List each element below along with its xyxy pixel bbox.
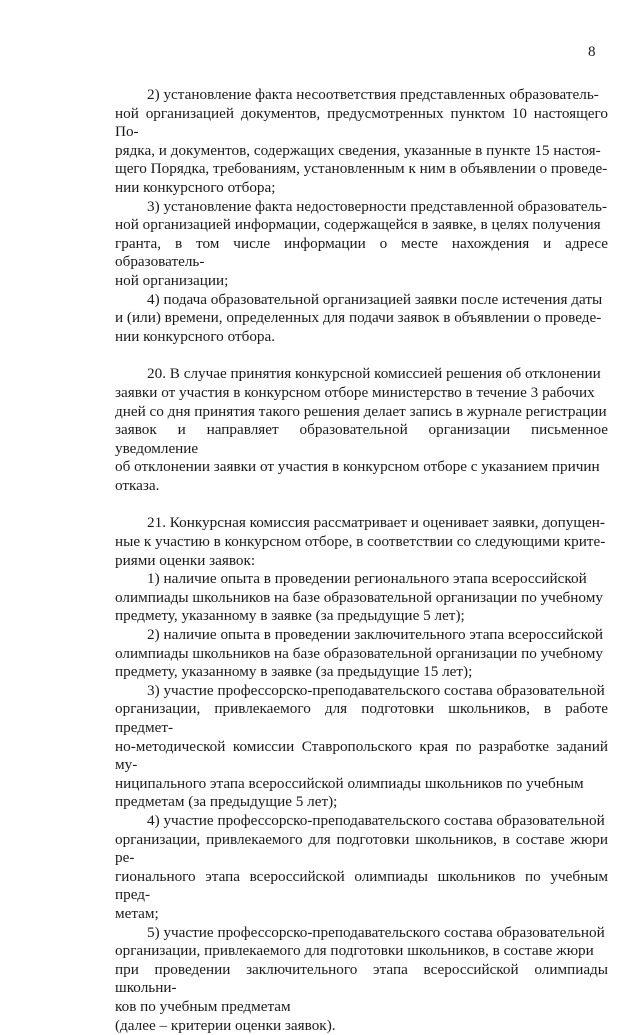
item-2-paragraph: 2) установление факта несоответствия представленных образователь- ной организацией документов, предусмотренных пунктом 10 настоящего По- рядка, и документов, содержащих сведения, указанные в пункте 15 настоя- щего Порядка, требованиям, установленным к ним в объявлении о проведе- нии конкурсного отбора; [115, 86, 608, 198]
paragraph-spacer [115, 346, 608, 365]
paragraph-spacer [115, 495, 608, 514]
closing-line: (далее – критерии оценки заявок). [115, 1017, 608, 1035]
item-4-paragraph: 4) подача образовательной организацией заявки после истечения даты и (или) времени, определенных для подачи заявок в объявлении о проведе- нии конкурсного отбора. [115, 291, 608, 347]
criterion-1-paragraph: 1) наличие опыта в проведении регионального этапа всероссийской олимпиады школьников на базе образовательной организации по учебному предмету, указанному в заявке (за предыдущие 5 лет); [115, 570, 608, 626]
criterion-4-paragraph: 4) участие профессорско-преподавательского состава образовательной организации, привлекаемого для подготовки школьников, в составе жюри ре- гионального этапа всероссийской олимпиады школьников по учебным пред- метам; [115, 812, 608, 924]
page-number: 8 [588, 44, 596, 61]
criterion-5-paragraph: 5) участие профессорско-преподавательского состава образовательной организации, привлекаемого для подготовки школьников, в составе жюри при проведении заключительного этапа всероссийской олимпиады школьни- ков по учебным предметам [115, 924, 608, 1017]
section-21-paragraph: 21. Конкурсная комиссия рассматривает и оценивает заявки, допущен- ные к участию в конкурсном отборе, в соответствии со следующими крите- риями оценки заявок: [115, 514, 608, 570]
item-3-paragraph: 3) установление факта недостоверности представленной образователь- ной организацией информации, содержащейся в заявке, в целях получения гранта, в том числе информации о месте нахождения и адресе образователь- ной организации; [115, 198, 608, 291]
section-20-paragraph: 20. В случае принятия конкурсной комиссией решения об отклонении заявки от участия в конкурсном отборе министерство в течение 3 рабочих дней со дня принятия такого решения делает запись в журнале регистрации заявок и направляет образовательной организации письменное уведомление об отклонении заявки от участия в конкурсном отборе с указанием причин отказа. [115, 365, 608, 495]
document-body [115, 86, 608, 1035]
criterion-2-paragraph: 2) наличие опыта в проведении заключительного этапа всероссийской олимпиады школьников на базе образовательной организации по учебному предмету, указанному в заявке (за предыдущие 15 лет); [115, 626, 608, 682]
criterion-3-paragraph: 3) участие профессорско-преподавательского состава образовательной организации, привлекаемого для подготовки школьников, в работе предмет- но-методической комиссии Ставропольского края по разработке заданий му- ниципального этапа всероссийской олимпиады школьников по учебным предметам (за предыдущие 5 лет); [115, 682, 608, 812]
